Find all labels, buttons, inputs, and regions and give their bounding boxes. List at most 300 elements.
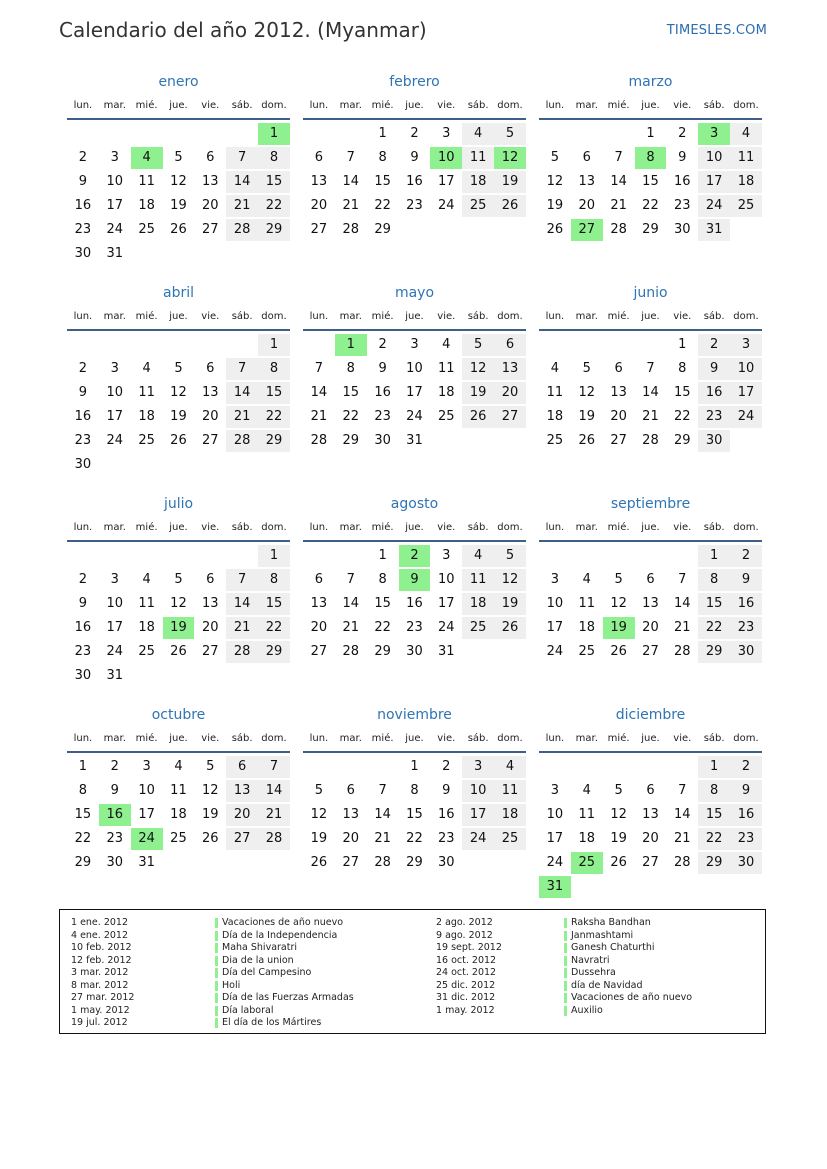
month-name: agosto [390,496,439,512]
day-cell: 11 [494,780,526,802]
legend-date: 31 dic. 2012 [436,992,496,1003]
day-cell: 30 [730,641,762,663]
weekday-label: lun. [73,522,93,533]
day-cell: 25 [438,409,455,424]
day-blank [226,545,258,567]
day-cell: 14 [674,807,691,822]
weekday-label: mié. [135,733,158,744]
day-cell: 9 [698,358,730,380]
day-cell: 28 [674,855,691,870]
day-cell: 18 [578,831,596,846]
day-cell: 26 [462,406,494,428]
day-cell: 22 [74,831,92,846]
day-cell: 15 [674,385,691,400]
day-cell: 27 [202,222,219,237]
site-link[interactable]: TIMESLES.COM [666,23,767,38]
header-rule [303,540,526,542]
header-rule [539,118,762,120]
weekday-label: lun. [309,522,329,533]
day-cell: 21 [342,198,360,213]
day-cell: 5 [462,334,494,356]
day-cell: 20 [226,804,258,826]
day-cell: 23 [74,433,92,448]
day-cell: 3 [550,572,560,587]
day-cell: 20 [202,198,219,213]
day-cell: 23 [698,406,730,428]
day-blank [99,545,131,567]
day-cell: 11 [138,596,155,611]
day-blank [539,545,571,567]
day-cell-holiday: 12 [494,147,526,169]
day-cell: 27 [226,828,258,850]
day-cell-holiday: 27 [571,219,603,241]
day-cell: 21 [226,617,258,639]
day-blank [539,756,571,778]
day-cell: 30 [374,433,391,448]
day-cell: 9 [378,361,387,376]
day-cell: 17 [698,171,730,193]
day-cell: 24 [730,406,762,428]
day-cell: 5 [494,545,526,567]
month-name: diciembre [615,707,686,723]
day-blank [194,123,226,145]
day-cell: 2 [78,150,88,165]
day-cell: 23 [406,620,423,635]
weekday-header [67,518,290,538]
day-cell: 23 [730,828,762,850]
day-cell: 8 [698,780,730,802]
weekday-label: sáb. [467,522,489,533]
day-cell: 5 [174,361,183,376]
day-grid [303,122,526,242]
legend-date: 3 mar. 2012 [71,967,129,978]
legend-date: 8 mar. 2012 [71,979,129,991]
day-cell: 26 [610,644,627,659]
day-cell: 15 [342,385,360,400]
day-cell: 26 [610,855,627,870]
day-blank [571,756,603,778]
legend-holiday-name: Holi [215,980,354,993]
day-cell: 3 [442,548,451,563]
day-grid [539,544,762,664]
day-grid [303,544,526,664]
day-cell: 4 [174,759,183,774]
day-cell: 28 [642,433,659,448]
day-cell: 26 [202,831,219,846]
day-cell: 25 [462,195,494,217]
day-cell: 1 [698,756,730,778]
month-noviembre [303,705,526,875]
weekday-header [67,729,290,749]
legend-date: 19 sept. 2012 [436,942,502,953]
day-grid [303,755,526,875]
day-grid [539,122,762,242]
day-cell: 21 [342,620,360,635]
weekday-label: jue. [641,522,660,533]
weekday-label: vie. [437,100,456,111]
weekday-label: dom. [733,311,759,322]
day-cell: 7 [226,569,258,591]
weekday-label: mar. [575,733,598,744]
day-cell: 29 [406,855,423,870]
weekday-header [303,96,526,116]
day-cell: 19 [546,198,564,213]
day-cell: 9 [730,780,762,802]
day-cell: 11 [578,807,596,822]
day-cell: 22 [698,828,730,850]
weekday-label: sáb. [231,100,253,111]
month-junio [539,283,762,453]
day-cell: 18 [462,593,494,615]
legend-names-col-1 [215,917,354,1030]
day-cell: 25 [170,831,187,846]
weekday-label: sáb. [231,311,253,322]
day-cell: 22 [258,406,290,428]
day-cell: 13 [310,596,328,611]
day-cell: 10 [106,596,124,611]
day-cell: 10 [106,385,124,400]
day-blank [99,123,131,145]
day-cell: 6 [226,756,258,778]
day-cell: 28 [226,641,258,663]
day-cell: 11 [546,385,564,400]
day-cell: 22 [258,195,290,217]
day-cell: 31 [106,246,124,261]
day-cell: 22 [406,831,423,846]
day-cell: 21 [642,409,659,424]
day-cell-holiday: 3 [698,123,730,145]
day-cell: 30 [730,852,762,874]
day-cell: 11 [730,147,762,169]
day-cell: 29 [674,433,691,448]
day-cell: 24 [546,855,564,870]
day-cell: 15 [74,807,92,822]
weekday-label: dom. [733,100,759,111]
day-cell: 11 [462,569,494,591]
weekday-label: dom. [497,733,523,744]
day-cell: 15 [258,593,290,615]
header-rule [67,751,290,753]
day-cell: 2 [442,759,451,774]
day-cell: 24 [406,409,423,424]
day-cell: 18 [730,171,762,193]
header-rule [539,751,762,753]
day-cell: 27 [610,433,627,448]
weekday-label: mar. [339,733,362,744]
legend-holiday-name: Ganesh Chaturthi [564,942,692,955]
weekday-label: mié. [607,311,630,322]
day-blank [163,545,195,567]
legend-holiday-name: Día del Campesino [215,967,354,980]
day-blank [335,756,367,778]
day-cell: 16 [74,409,92,424]
day-cell-holiday: 1 [335,334,367,356]
day-cell: 5 [550,150,560,165]
legend-holiday-name: Raksha Bandhan [564,917,692,930]
day-cell: 3 [110,150,119,165]
day-cell: 31 [106,668,124,683]
day-cell: 29 [698,852,730,874]
legend-date: 9 ago. 2012 [436,929,493,941]
day-grid [67,755,290,875]
day-blank [303,334,335,356]
day-cell: 26 [494,617,526,639]
day-blank [335,123,367,145]
legend-date: 10 feb. 2012 [71,942,132,953]
day-cell: 6 [206,361,215,376]
day-blank [163,334,195,356]
weekday-label: sáb. [231,733,253,744]
month-name: marzo [628,74,673,90]
day-cell: 7 [258,756,290,778]
day-cell: 27 [310,644,328,659]
month-name: febrero [389,74,440,90]
day-cell: 6 [646,783,655,798]
weekday-label: jue. [169,311,188,322]
day-cell: 26 [170,222,187,237]
day-cell: 12 [170,174,187,189]
day-cell: 8 [378,150,387,165]
day-cell: 20 [310,620,328,635]
weekday-label: mar. [103,522,126,533]
day-cell: 12 [170,385,187,400]
day-cell: 24 [462,828,494,850]
day-cell: 3 [110,572,119,587]
day-blank [539,123,571,145]
day-cell: 4 [582,783,591,798]
day-cell: 29 [258,430,290,452]
weekday-label: jue. [405,733,424,744]
month-name: julio [163,496,194,512]
weekday-label: vie. [673,311,692,322]
weekday-label: jue. [641,100,660,111]
day-cell: 24 [106,644,124,659]
legend-date: 2 ago. 2012 [436,917,493,928]
day-cell: 14 [374,807,391,822]
weekday-label: jue. [169,100,188,111]
weekday-label: mié. [135,311,158,322]
weekday-label: sáb. [703,733,725,744]
weekday-label: lun. [545,733,565,744]
day-cell: 28 [310,433,328,448]
day-cell: 30 [406,644,423,659]
weekday-label: vie. [673,522,692,533]
legend-holiday-name: Día de la Independencia [215,930,354,943]
weekday-label: mié. [371,733,394,744]
day-cell: 23 [730,617,762,639]
day-cell: 30 [106,855,124,870]
day-cell: 13 [642,596,659,611]
legend-date: 12 feb. 2012 [71,954,132,966]
day-cell: 16 [438,807,455,822]
weekday-label: lun. [309,100,329,111]
day-cell: 15 [374,174,391,189]
day-blank [603,545,635,567]
legend-date: 4 ene. 2012 [71,929,128,941]
weekday-label: mar. [339,311,362,322]
day-cell: 21 [258,804,290,826]
day-cell: 29 [374,222,391,237]
day-cell: 27 [202,433,219,448]
day-cell: 24 [106,433,124,448]
day-cell: 7 [614,150,623,165]
weekday-label: mar. [575,311,598,322]
day-cell: 20 [494,382,526,404]
day-cell: 17 [438,596,455,611]
day-cell: 10 [546,596,564,611]
day-blank [303,545,335,567]
month-abril [67,283,290,477]
day-cell: 28 [342,644,360,659]
weekday-label: lun. [73,311,93,322]
legend-holiday-name: Auxilio [564,1005,692,1018]
day-cell: 4 [582,572,591,587]
weekday-label: mié. [135,522,158,533]
day-cell: 4 [462,123,494,145]
weekday-label: vie. [201,522,220,533]
weekday-label: sáb. [703,100,725,111]
day-cell: 17 [106,409,124,424]
day-cell: 14 [226,171,258,193]
day-cell: 10 [438,572,455,587]
day-cell: 1 [258,545,290,567]
day-cell: 7 [678,783,687,798]
day-cell: 16 [730,593,762,615]
day-cell: 31 [138,855,155,870]
day-cell: 11 [462,147,494,169]
day-cell: 29 [698,641,730,663]
day-blank [67,123,99,145]
day-cell: 21 [226,195,258,217]
weekday-label: mié. [371,522,394,533]
day-cell: 18 [138,409,155,424]
day-cell: 9 [678,150,687,165]
day-cell: 16 [74,620,92,635]
weekday-label: mié. [607,733,630,744]
day-blank [335,545,367,567]
day-cell: 17 [138,807,155,822]
weekday-label: mar. [339,100,362,111]
day-cell: 22 [258,617,290,639]
day-cell: 14 [310,385,328,400]
day-cell: 3 [110,361,119,376]
day-cell: 21 [674,831,691,846]
day-cell: 1 [258,334,290,356]
weekday-label: dom. [261,522,287,533]
day-cell: 7 [346,150,355,165]
day-cell: 4 [494,756,526,778]
day-cell: 17 [730,382,762,404]
day-cell: 10 [698,147,730,169]
day-blank [303,756,335,778]
day-cell: 20 [610,409,627,424]
day-cell: 28 [226,430,258,452]
day-cell: 24 [438,620,455,635]
day-cell: 25 [138,433,155,448]
month-febrero [303,72,526,242]
day-cell: 6 [582,150,591,165]
legend-holiday-name: Vacaciones de año nuevo [564,992,692,1005]
day-cell: 22 [374,620,391,635]
day-cell: 16 [730,804,762,826]
day-cell: 15 [258,382,290,404]
day-cell: 22 [342,409,360,424]
day-cell: 21 [610,198,627,213]
day-cell: 26 [546,222,564,237]
day-cell: 3 [142,759,151,774]
month-marzo [539,72,762,242]
header-rule [67,329,290,331]
weekday-label: mié. [607,522,630,533]
legend-holiday-name: Dussehra [564,967,692,980]
weekday-header [303,518,526,538]
day-cell: 27 [342,855,360,870]
day-cell: 27 [642,644,659,659]
weekday-label: mié. [371,100,394,111]
weekday-label: sáb. [703,311,725,322]
day-cell: 2 [730,756,762,778]
day-cell: 24 [698,195,730,217]
day-cell: 16 [74,198,92,213]
day-cell: 20 [578,198,596,213]
day-cell: 25 [138,644,155,659]
day-cell: 13 [202,174,219,189]
day-blank [666,545,698,567]
weekday-header [303,729,526,749]
month-diciembre [539,705,762,899]
day-cell-holiday: 2 [399,545,431,567]
day-cell: 27 [642,855,659,870]
legend-holiday-name: Día de las Fuerzas Armadas [215,992,354,1005]
weekday-label: mié. [135,100,158,111]
day-blank [635,334,667,356]
day-cell-holiday: 31 [539,876,571,898]
weekday-label: vie. [201,733,220,744]
day-cell: 10 [138,783,155,798]
day-cell: 1 [378,548,387,563]
day-cell: 14 [642,385,659,400]
day-cell: 28 [610,222,627,237]
day-cell: 14 [674,596,691,611]
day-cell: 15 [258,171,290,193]
day-cell: 6 [314,572,324,587]
day-cell: 15 [698,804,730,826]
weekday-label: jue. [169,522,188,533]
day-blank [67,545,99,567]
day-cell: 14 [258,780,290,802]
day-blank [131,545,163,567]
day-cell: 22 [674,409,691,424]
day-blank [603,123,635,145]
day-cell: 30 [74,246,92,261]
day-cell: 25 [578,644,596,659]
day-cell-holiday: 10 [430,147,462,169]
day-cell: 1 [78,759,88,774]
day-cell: 4 [730,123,762,145]
day-cell: 5 [614,783,623,798]
day-cell-holiday: 16 [99,804,131,826]
month-name: noviembre [377,707,452,723]
weekday-label: vie. [673,100,692,111]
weekday-label: lun. [545,522,565,533]
day-cell: 30 [74,668,92,683]
day-cell: 5 [174,572,183,587]
day-cell: 4 [550,361,560,376]
day-cell: 2 [378,337,387,352]
day-cell: 14 [226,382,258,404]
day-cell: 14 [342,174,360,189]
day-cell: 16 [406,596,423,611]
